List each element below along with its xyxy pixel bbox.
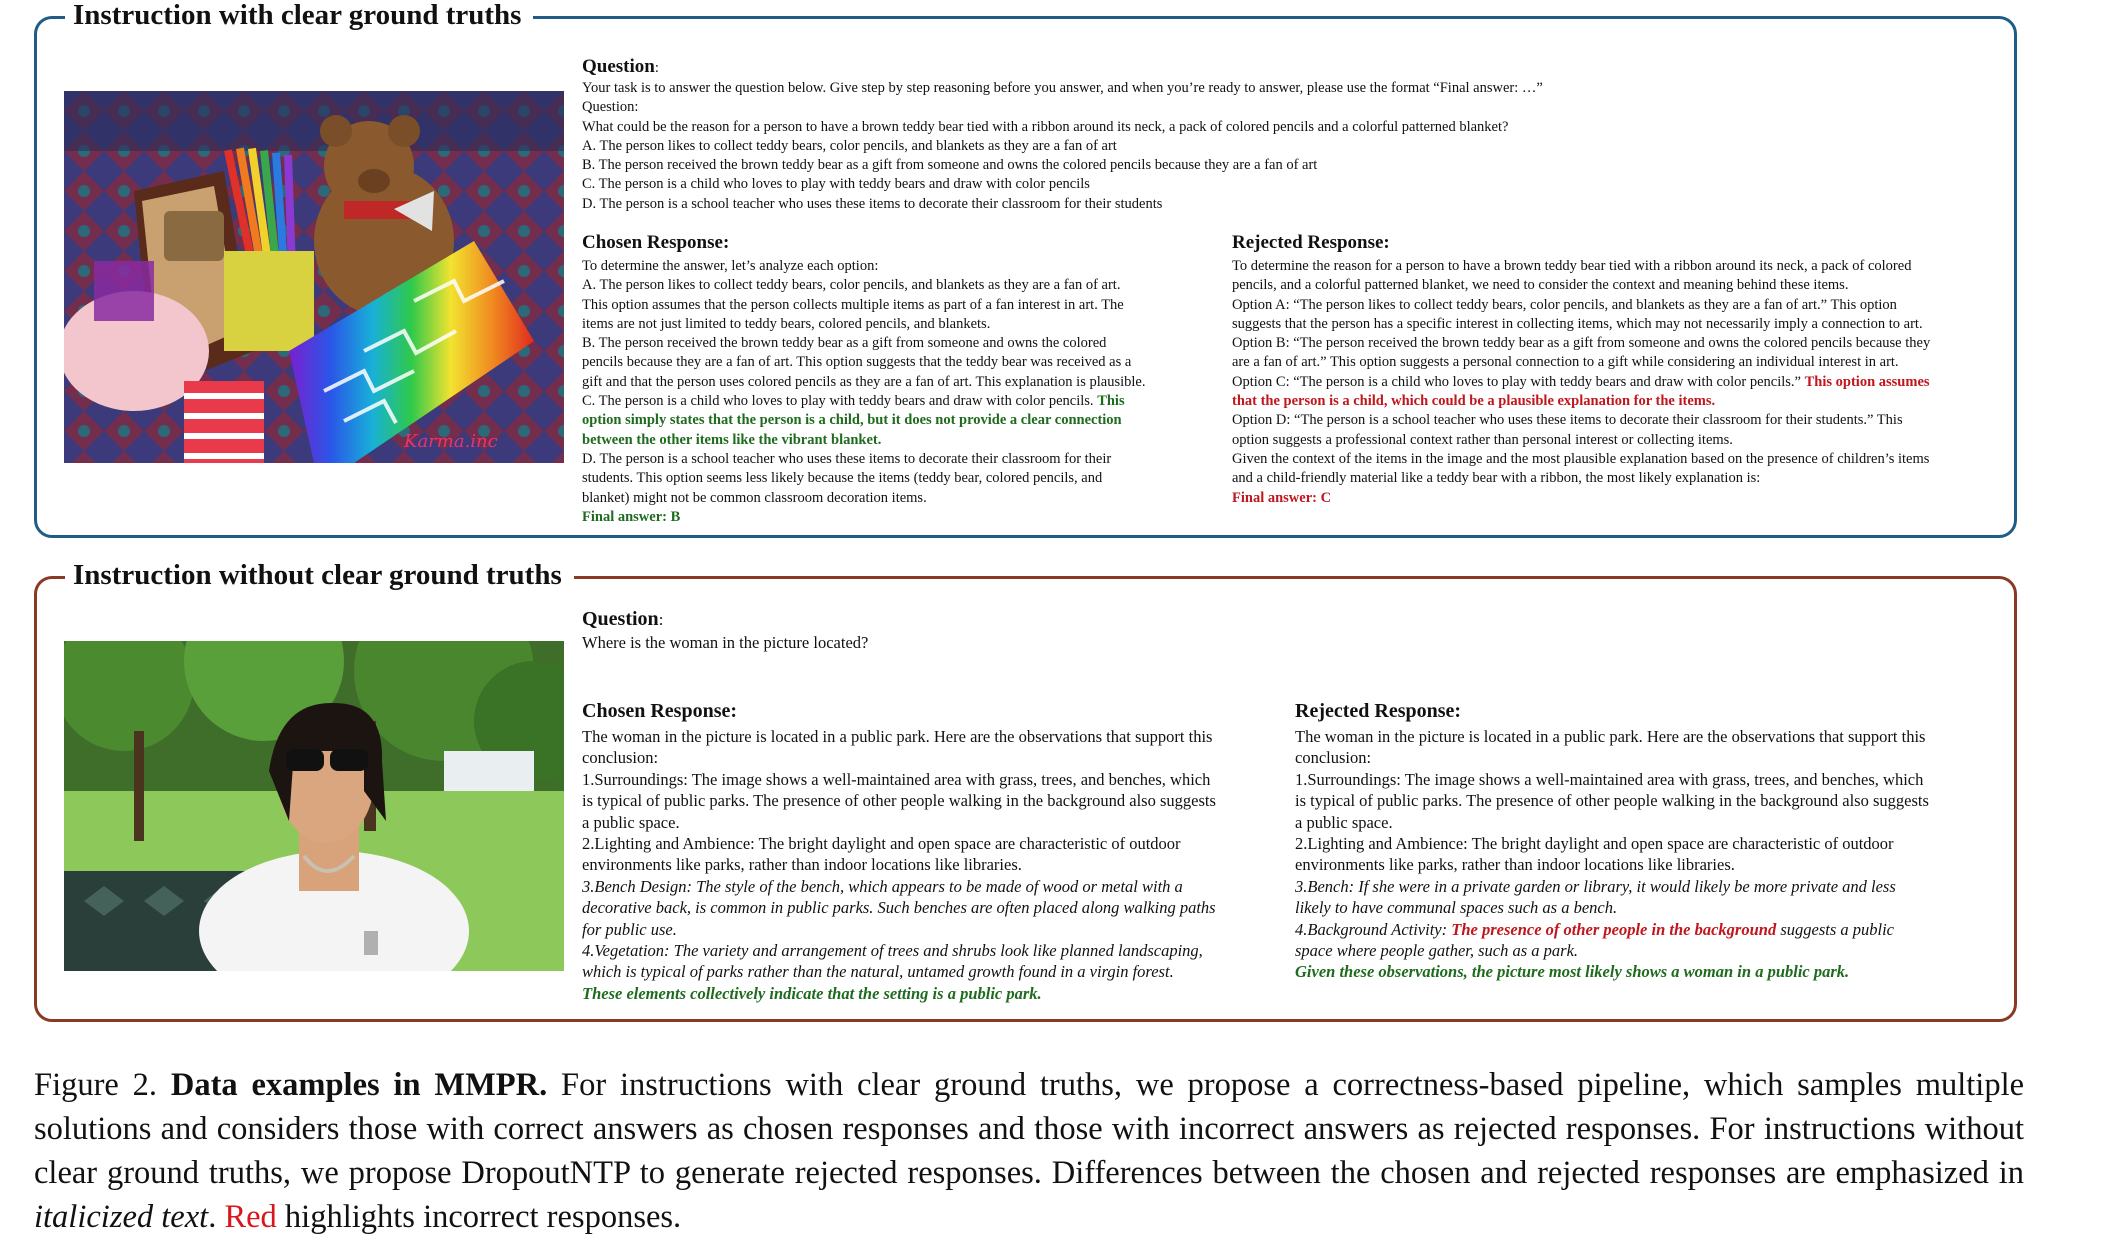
figure-label: Figure 2. xyxy=(34,1067,158,1103)
panel-with-ground-truths xyxy=(34,0,2017,538)
response-line: Option A: “The person likes to collect teddy bears, color pencils, and blankets as they are a fan of art.” This option xyxy=(1232,296,1897,313)
highlight-red: that the person is a child, which could be a plausible explanation for the items. xyxy=(1232,393,1716,410)
option-line: C. The person is a child who loves to play with teddy bears and draw with color pencils xyxy=(582,176,1090,193)
response-line: is typical of public parks. The presence of other people walking in the background also suggests xyxy=(582,791,1216,811)
response-line: pencils because they are a fan of art. This option suggests that the teddy bear was received as a xyxy=(582,354,1132,371)
option-line: A. The person likes to collect teddy bears, color pencils, and blankets as they are a fan of art xyxy=(582,137,1117,154)
rejected-label: Rejected Response: xyxy=(1232,232,1390,253)
response-line: 2.Lighting and Ambience: The bright daylight and open space are characteristic of outdoor xyxy=(1295,834,1894,854)
response-line: environments like parks, rather than indoor locations like libraries. xyxy=(582,855,1022,875)
response-line: 2.Lighting and Ambience: The bright daylight and open space are characteristic of outdoor xyxy=(582,834,1181,854)
italic-line: decorative back, is common in public parks. Such benches are often placed along walking paths xyxy=(582,898,1216,918)
italic-line: 3.Bench Design: The style of the bench, which appears to be made of wood or metal with a xyxy=(582,876,1183,896)
panel-title: Instruction with clear ground truths xyxy=(65,0,533,33)
rejected-response xyxy=(1295,699,1995,983)
response-line: Option D: “The person is a school teacher who uses these items to decorate their classroom for their students.” This xyxy=(1232,412,1903,429)
response-line: suggests that the person has a specific interest in collecting items, which may not necessarily imply a connection to art. xyxy=(1232,315,1923,332)
response-line: 1.Surroundings: The image shows a well-maintained area with grass, trees, and benches, which xyxy=(582,769,1211,789)
final-answer: Final answer: B xyxy=(582,508,681,525)
response-line: and a child-friendly material like a teddy bear with a ribbon, the most likely explanation is: xyxy=(1232,470,1761,487)
response-line: conclusion: xyxy=(1295,748,1372,768)
chosen-response xyxy=(582,231,1222,527)
question-line: Your task is to answer the question below. Give step by step reasoning before you answer, and when you’re ready to answer, please use the format “Final answer: …” xyxy=(582,80,1543,96)
caption-text: highlights incorrect responses. xyxy=(276,1199,682,1235)
question-block xyxy=(582,55,2002,214)
question-line: Question: xyxy=(582,99,639,116)
option-line: B. The person received the brown teddy bear as a gift from someone and owns the colored pencils because they are a fan of art xyxy=(582,157,1318,174)
rejected-label: Rejected Response: xyxy=(1295,700,1462,722)
response-line: B. The person received the brown teddy bear as a gift from someone and owns the colored xyxy=(582,335,1107,352)
response-line: Option B: “The person received the brown teddy bear as a gift from someone and owns the colored pencils because they xyxy=(1232,335,1931,352)
highlight-red: This option assumes xyxy=(1804,373,1930,390)
response-line: 1.Surroundings: The image shows a well-maintained area with grass, trees, and benches, which xyxy=(1295,769,1924,789)
response-line: a public space. xyxy=(1295,812,1393,832)
chosen-response xyxy=(582,699,1282,1004)
response-line: a public space. xyxy=(582,812,680,832)
response-line: To determine the answer, let’s analyze each option: xyxy=(582,258,879,274)
question-line: What could be the reason for a person to have a brown teddy bear tied with a ribbon around its neck, a pack of colored pencils and a colorful patterned blanket? xyxy=(582,118,1509,135)
highlight-green: between the other items like the vibrant blanket. xyxy=(582,431,882,448)
response-line: The woman in the picture is located in a public park. Here are the observations that support this xyxy=(582,727,1213,746)
caption-title: Data examples in MMPR. xyxy=(170,1067,548,1103)
caption-text: For instructions with clear ground truths, we propose a correctness-based pipeline, which samples multiple solutions and considers those with correct answers as chosen responses and those with incorrect answers as rejected responses. For instructions without clear ground truths, we propose DropoutNTP to generate rejected responses. Differences between the chosen and rejected responses are emphasized in xyxy=(34,1067,2025,1191)
question-block xyxy=(582,607,1282,653)
chosen-label: Chosen Response: xyxy=(582,700,738,722)
caption-text: . xyxy=(208,1199,225,1235)
panel-without-ground-truths xyxy=(34,559,2017,1022)
italic-line: which is typical of parks rather than the natural, untamed growth found in a virgin forest. xyxy=(582,962,1174,982)
caption-italic: italicized text xyxy=(34,1199,209,1235)
response-text: Option C: “The person is a child who loves to play with teddy bears and draw with color pencils.” xyxy=(1232,373,1805,390)
response-line: option suggests a professional context rather than personal interest or collecting items. xyxy=(1232,431,1733,448)
response-line: gift and that the person uses colored pencils as they are a fan of art. This explanation is plausible. xyxy=(582,373,1146,390)
response-line: blanket) might not be common classroom decoration items. xyxy=(582,489,927,506)
response-line: This option assumes that the person collects multiple items as part of a fan interest in art. The xyxy=(582,296,1124,313)
response-line: conclusion: xyxy=(582,748,659,768)
italic-line: 3.Bench: If she were in a private garden or library, it would likely be more private and less xyxy=(1295,876,1896,896)
response-line: are a fan of art.” This option suggests a personal connection to a gift while considering an individual interest in art. xyxy=(1232,354,1899,371)
response-line: pencils, and a colorful patterned blanket, we need to consider the context and meaning behind these items. xyxy=(1232,277,1849,294)
woman-park-image xyxy=(64,641,564,971)
highlight-green: This xyxy=(1097,393,1125,410)
response-line: The woman in the picture is located in a public park. Here are the observations that support this xyxy=(1295,727,1926,746)
question-line: Where is the woman in the picture located? xyxy=(582,633,869,652)
question-colon: : xyxy=(654,60,659,76)
chosen-label: Chosen Response: xyxy=(582,232,730,253)
figure-caption xyxy=(34,1063,2024,1239)
teddy-bear-image xyxy=(64,91,564,463)
response-line: environments like parks, rather than indoor locations like libraries. xyxy=(1295,855,1735,875)
final-answer: Final answer: C xyxy=(1232,489,1332,506)
response-line: Given the context of the items in the image and the most plausible explanation based on the presence of children’s items xyxy=(1232,450,1930,467)
response-line: To determine the reason for a person to have a brown teddy bear tied with a ribbon around its neck, a pack of colored xyxy=(1232,258,1912,274)
response-line: students. This option seems less likely because the items (teddy bear, colored pencils, and xyxy=(582,470,1103,487)
question-label: Question xyxy=(582,56,655,77)
italic-line: 4.Vegetation: The variety and arrangement of trees and shrubs look like planned landscaping, xyxy=(582,941,1203,961)
italic-line: likely to have communal spaces such as a bench. xyxy=(1295,898,1618,918)
italic-line: for public use. xyxy=(582,919,677,939)
question-label: Question xyxy=(582,608,659,630)
caption-red-word: Red xyxy=(224,1199,277,1235)
rejected-response xyxy=(1232,231,2012,508)
italic-text: suggests a public xyxy=(1776,919,1894,939)
woman-photo xyxy=(64,641,564,971)
highlight-red: The presence of other people in the background xyxy=(1451,919,1777,939)
response-line: A. The person likes to collect teddy bears, color pencils, and blankets as they are a fan of art. xyxy=(582,277,1121,294)
highlight-green: option simply states that the person is a child, but it does not provide a clear connection xyxy=(582,412,1122,429)
question-colon: : xyxy=(658,610,664,629)
italic-line: space where people gather, such as a park. xyxy=(1295,941,1579,961)
italic-text: 4.Background Activity: xyxy=(1295,919,1452,939)
option-line: D. The person is a school teacher who uses these items to decorate their classroom for their students xyxy=(582,195,1163,212)
response-line: is typical of public parks. The presence of other people walking in the background also suggests xyxy=(1295,791,1929,811)
highlight-green: Given these observations, the picture most likely shows a woman in a public park. xyxy=(1295,962,1850,982)
teddy-bear-photo xyxy=(64,91,564,463)
response-text: C. The person is a child who loves to play with teddy bears and draw with color pencils. xyxy=(582,393,1098,410)
highlight-green: These elements collectively indicate that the setting is a public park. xyxy=(582,983,1042,1003)
response-line: D. The person is a school teacher who uses these items to decorate their classroom for their xyxy=(582,450,1112,467)
response-line: items are not just limited to teddy bears, colored pencils, and blankets. xyxy=(582,315,991,332)
image-watermark: Karma.inc xyxy=(404,431,498,452)
panel-title: Instruction without clear ground truths xyxy=(65,557,574,593)
